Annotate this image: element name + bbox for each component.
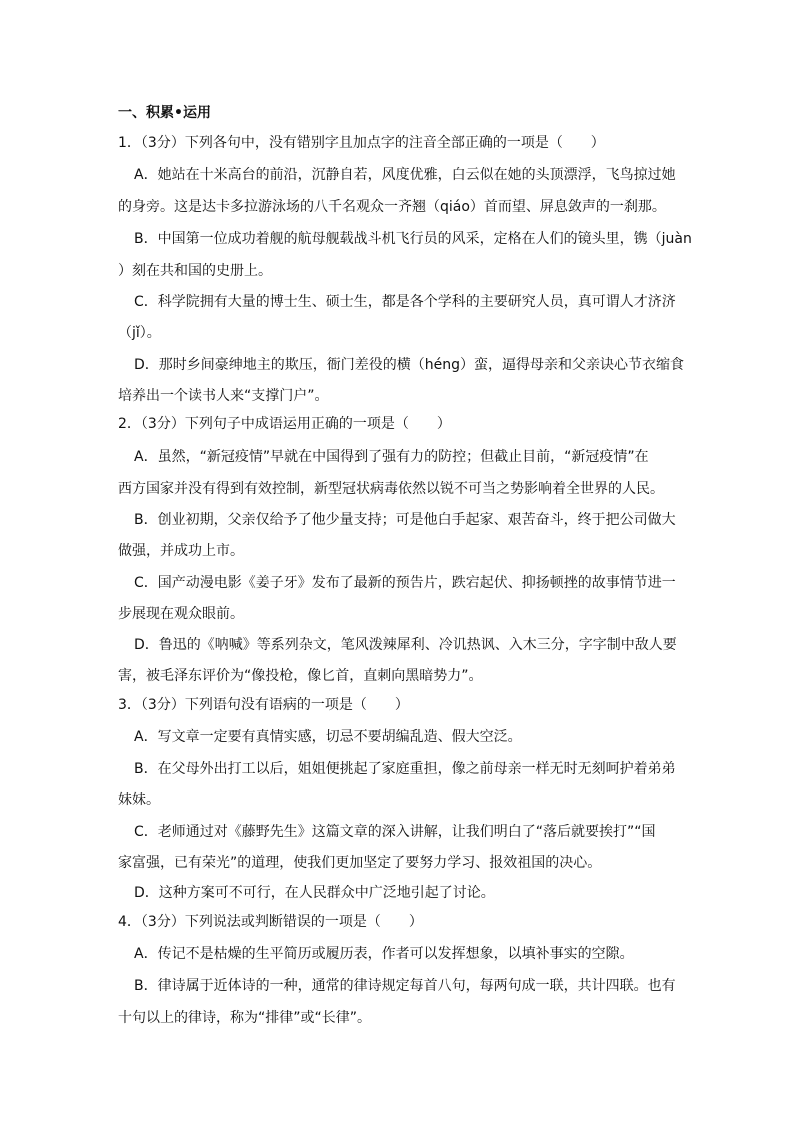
question-1-option-d: D．那时乡间豪绅地主的欺压，衙门差役的横（héng）蛮，逼得母亲和父亲诀心节衣缩食 bbox=[134, 357, 685, 373]
question-3-stem: 3．（3分）下列语句没有语病的一项是（ ） bbox=[118, 697, 409, 713]
question-3-option-a: A．写文章一定要有真情实感，切忌不要胡编乱造、假大空泛。 bbox=[134, 729, 522, 745]
question-1-option-c-cont: （jǐ）。 bbox=[118, 325, 161, 341]
question-2-option-b: B．创业初期，父亲仅给予了他少量支持；可是他白手起家、艰苦奋斗，终于把公司做大 bbox=[134, 512, 676, 528]
question-2-option-c: C．国产动漫电影《姜子牙》发布了最新的预告片，跌宕起伏、抑扬顿挫的故事情节进一 bbox=[134, 575, 676, 591]
question-3-option-b-cont: 妹妹。 bbox=[118, 792, 160, 808]
question-3-option-b: B．在父母外出打工以后，姐姐便挑起了家庭重担，像之前母亲一样无时无刻呵护着弟弟 bbox=[134, 761, 676, 777]
question-4-option-a: A．传记不是枯燥的生平简历或履历表，作者可以发挥想象，以填补事实的空隙。 bbox=[134, 946, 634, 962]
question-1-option-d-cont: 培养出一个读书人来“支撑门户”。 bbox=[118, 388, 329, 404]
question-3-option-d: D．这种方案可不可行，在人民群众中广泛地引起了讨论。 bbox=[134, 885, 495, 901]
question-4-stem: 4．（3分）下列说法或判断错误的一项是（ ） bbox=[118, 914, 423, 930]
question-2-option-d-cont: 害，被毛泽东评价为“像投枪，像匕首，直刺向黑暗势力”。 bbox=[118, 668, 483, 684]
question-4-option-b: B．律诗属于近体诗的一种，通常的律诗规定每首八句，每两句成一联，共计四联。也有 bbox=[134, 978, 676, 994]
question-4-option-b-cont: 十句以上的律诗，称为“排律”或“长律”。 bbox=[118, 1010, 372, 1026]
question-1-option-b: B．中国第一位成功着舰的航母舰载战斗机飞行员的风采，定格在人们的镜头里，镌（juàn bbox=[134, 231, 692, 247]
question-2-option-c-cont: 步展现在观众眼前。 bbox=[118, 606, 244, 622]
question-3-option-c: C．老师通过对《藤野先生》这篇文章的深入讲解，让我们明白了“落后就要挨打”“国 bbox=[134, 824, 656, 840]
question-2-option-a-cont: 西方国家并没有得到有效控制，新型冠状病毒依然以锐不可当之势影响着全世界的人民。 bbox=[118, 481, 664, 497]
section-title: 一、积累•运用 bbox=[118, 105, 211, 121]
question-1-option-b-cont: ）刻在共和国的史册上。 bbox=[118, 263, 272, 279]
question-2-stem: 2．（3分）下列句子中成语运用正确的一项是（ ） bbox=[118, 416, 451, 432]
question-3-option-c-cont: 家富强，已有荣光”的道理，使我们更加坚定了要努力学习、报效祖国的决心。 bbox=[118, 855, 602, 871]
question-1-stem: 1．（3分）下列各句中，没有错别字且加点字的注音全部正确的一项是（ ） bbox=[118, 135, 605, 151]
question-1-option-c: C．科学院拥有大量的博士生、硕士生，都是各个学科的主要研究人员，真可谓人才济济 bbox=[134, 294, 676, 310]
question-2-option-b-cont: 做强，并成功上市。 bbox=[118, 543, 244, 559]
question-2-option-a: A．虽然，“新冠疫情”早就在中国得到了强有力的防控；但截止目前，“新冠疫情”在 bbox=[134, 449, 649, 465]
question-1-option-a: A．她站在十米高台的前沿，沉静自若，风度优雅，白云似在她的头顶漂浮，飞鸟掠过她 bbox=[134, 167, 676, 183]
question-2-option-d: D．鲁迅的《呐喊》等系列杂文，笔风泼辣犀利、冷讥热讽、入木三分，字字制中敌人要 bbox=[134, 637, 677, 653]
question-1-option-a-cont: 的身旁。这是达卡多拉游泳场的八千名观众一齐翘（qiáo）首而望、屏息敛声的一刹那。 bbox=[118, 199, 666, 215]
